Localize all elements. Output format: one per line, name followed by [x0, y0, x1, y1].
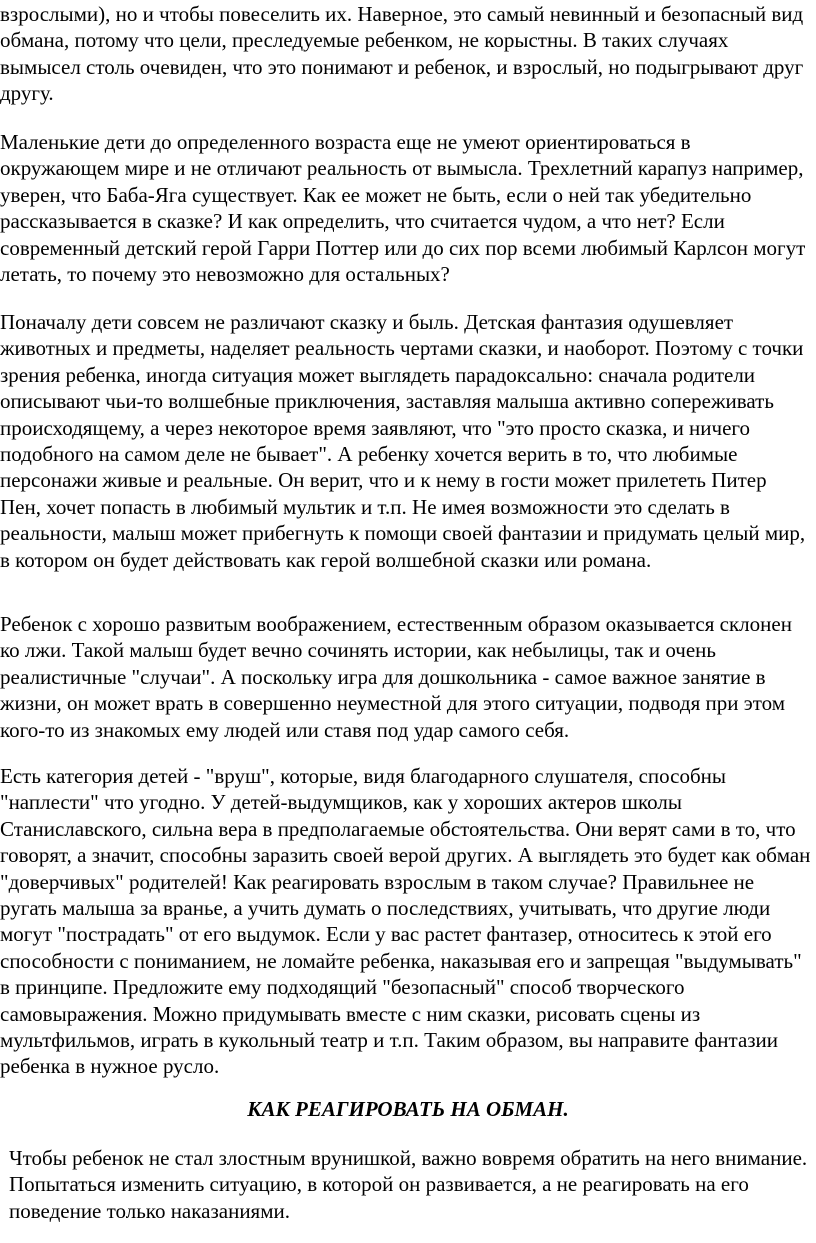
paragraph-3: Поначалу дети совсем не различают сказку и быль. Детская фантазия одушевляет животных и предметы, наделяет реальность чертами сказки, и наоборот. Поэтому с точки зрения ребенка, иногда ситуация может выглядеть парадоксально: сначала родители описывают чьи-то волшебные приключения, заставляя малыша активно сопереживать происходящему, а через некоторое время заявляют, что "это просто сказка, и ничего подобного на самом деле не бывает". А ребенку хочется верить в то, что любимые персонажи живые и реальные. Он верит, что и к нему в гости может прилететь Питер Пен, хочет попасть в любимый мультик и т.п. Не имея возможности это сделать в реальности, малыш может прибегнуть к помощи своей фантазии и придумать целый мир, в котором он будет действовать как герой волшебной сказки или романа. [0, 310, 806, 572]
section-heading: КАК РЕАГИРОВАТЬ НА ОБМАН. [247, 1097, 569, 1121]
paragraph-5: Есть категория детей - "вруш", которые, видя благодарного слушателя, способны "наплести" что угодно. У детей-выдумщиков, как у хороших актеров школы Станиславского, сильна вера в предполагаемые обстоятельства. Они верят сами в то, что говорят, а значит, способны заразить своей верой других. А выглядеть это будет как обман "доверчивых" родителей! Как реагировать взрослым в таком случае? Правильнее не ругать малыша за вранье, а учить думать о последствиях, учитывать, что другие люди могут "пострадать" от его выдумок. Если у вас растет фантазер, относитесь к этой его способности с пониманием, не ломайте ребенка, наказывая его и запрещая "выдумывать" в принципе. Предложите ему подходящий "безопасный" способ творческого самовыражения. Можно придумывать вместе с ним сказки, рисовать сцены из мультфильмов, играть в кукольный театр и т.п. Таким образом, вы направите фантазии ребенка в нужное русло. [0, 764, 811, 1079]
paragraph-1: взрослыми), но и чтобы повеселить их. Наверное, это самый невинный и безопасный вид обмана, потому что цели, преследуемые ребенком, не корыстны. В таких случаях вымысел столь очевиден, что это понимают и ребенок, и взрослый, но подыгрывают друг другу. [0, 2, 804, 106]
paragraph-2: Маленькие дети до определенного возраста еще не умеют ориентироваться в окружающем мире и не отличают реальность от вымысла. Трехлетний карапуз например, уверен, что Баба-Яга существует. Как ее может не быть, если о ней так убедительно рассказывается в сказке? И как определить, что считается чудом, а что нет? Если современный детский герой Гарри Поттер или до сих пор всеми любимый Карлсон могут летать, то почему это невозможно для остальных? [0, 130, 806, 287]
paragraph-6: Чтобы ребенок не стал злостным врунишкой, важно вовремя обратить на него внимание. Попытаться изменить ситуацию, в которой он развивается, а не реагировать на его поведение только наказаниями. [9, 1146, 808, 1223]
paragraph-4: Ребенок с хорошо развитым воображением, естественным образом оказывается склонен ко лжи. Такой малыш будет вечно сочинять истории, как небылицы, так и очень реалистичные "случаи". А поскольку игра для дошкольника - самое важное занятие в жизни, он может врать в совершенно неуместной для этого ситуации, подводя при этом кого-то из знакомых ему людей или ставя под удар самого себя. [0, 612, 792, 742]
